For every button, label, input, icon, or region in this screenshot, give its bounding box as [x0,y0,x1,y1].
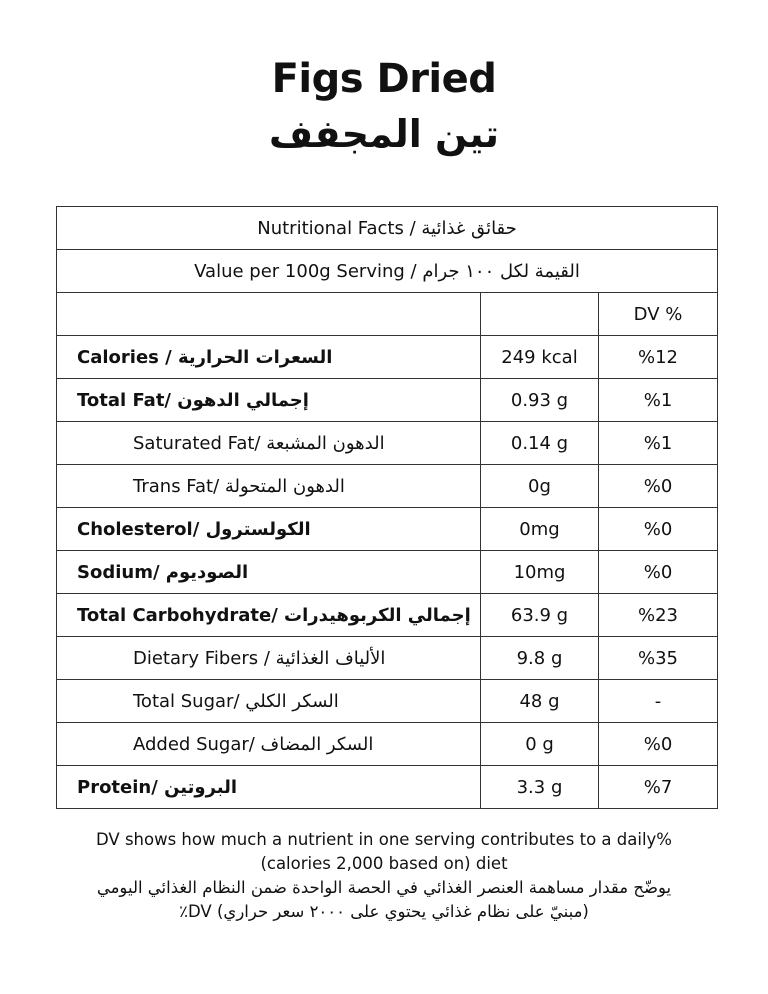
nutrient-dv: %7 [599,766,718,809]
nutrient-dv: %23 [599,594,718,637]
nutrient-name: Added Sugar/ السكر المضاف [57,723,481,766]
serving-size-label: Value per 100g Serving / القيمة لكل ١٠٠ جرام [57,250,718,293]
nutrient-value: 48 g [481,680,599,723]
table-row [57,766,718,809]
footnote-arabic-line-1: يوضّح مقدار مساهمة العنصر الغذائي في الحصة الواحدة ضمن النظام الغذائي اليومي [96,878,672,897]
nutrient-name: Sodium/ الصوديوم [57,551,481,594]
nutrient-rows [57,336,718,809]
nutrition-facts-table [56,206,718,809]
dv-column-header: DV % [599,293,718,336]
nutrient-value: 0.14 g [481,422,599,465]
nutrition-facts-heading: Nutritional Facts / حقائق غذائية [57,207,718,250]
table-row [57,680,718,723]
product-title-english: Figs Dried [271,56,497,102]
nutrient-name: Cholesterol/ الكولسترول [57,508,481,551]
nutrient-value: 249 kcal [481,336,599,379]
nutrient-name: Saturated Fat/ الدهون المشبعة [57,422,481,465]
nutrient-value: 3.3 g [481,766,599,809]
table-row [57,551,718,594]
nutrient-value: 0mg [481,508,599,551]
nutrient-name: Total Carbohydrate/ إجمالي الكربوهيدرات [57,594,481,637]
nutrient-name: Total Sugar/ السكر الكلي [57,680,481,723]
product-title-arabic: تين المجفف [269,112,499,156]
table-row [57,422,718,465]
nutrient-dv: %35 [599,637,718,680]
table-row [57,508,718,551]
footnote-english-line-1: DV shows how much a nutrient in one serving contributes to a daily% [96,830,672,849]
nutrient-dv: %1 [599,379,718,422]
table-row [57,336,718,379]
empty-header-cell [57,293,481,336]
nutrient-dv: %12 [599,336,718,379]
table-row [57,465,718,508]
table-row [57,379,718,422]
dv-footnote [20,828,748,924]
footnote-arabic-line-2: (مبنيّ على نظام غذائي يحتوي على ٢٠٠٠ سعر حراري) DV٪ [179,902,589,921]
nutrient-name: Calories / السعرات الحرارية [57,336,481,379]
table-row [57,594,718,637]
nutrient-name: Trans Fat/ الدهون المتحولة [57,465,481,508]
nutrient-dv: %0 [599,508,718,551]
nutrient-value: 10mg [481,551,599,594]
nutrient-dv: - [599,680,718,723]
nutrient-value: 9.8 g [481,637,599,680]
footnote-english-line-2: (calories 2,000 based on) diet [260,854,508,873]
empty-header-cell [481,293,599,336]
table-row [57,723,718,766]
table-header-row [57,207,718,250]
nutrient-value: 0g [481,465,599,508]
nutrient-name: Dietary Fibers / الألياف الغذائية [57,637,481,680]
nutrient-dv: %0 [599,465,718,508]
nutrient-name: Protein/ البروتين [57,766,481,809]
serving-row [57,250,718,293]
table-row [57,637,718,680]
nutrient-value: 0.93 g [481,379,599,422]
nutrient-dv: %0 [599,551,718,594]
nutrient-name: Total Fat/ إجمالي الدهون [57,379,481,422]
nutrient-value: 0 g [481,723,599,766]
nutrient-value: 63.9 g [481,594,599,637]
column-header-row [57,293,718,336]
nutrient-dv: %0 [599,723,718,766]
nutrient-dv: %1 [599,422,718,465]
